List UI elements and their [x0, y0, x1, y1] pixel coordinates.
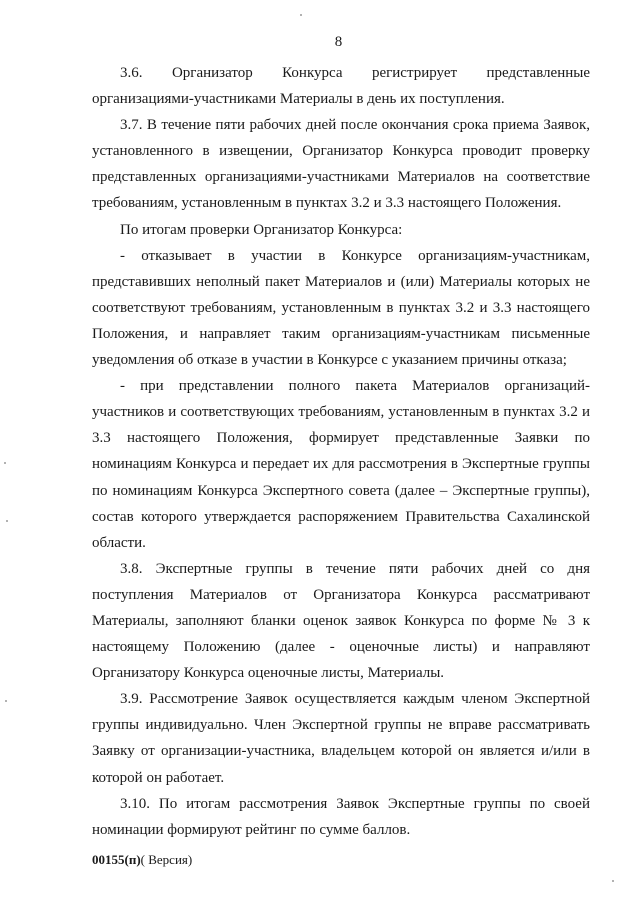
document-version: ( Версия) [140, 852, 193, 867]
scan-speck [5, 700, 7, 702]
paragraph-check-results: По итогам проверки Организатор Конкурса: [120, 221, 403, 238]
paragraph-3-6: 3.6. Организатор Конкурса регистрирует представленные организациями-участниками Материалы в день их поступления. [92, 65, 590, 108]
document-footer [92, 852, 192, 868]
scan-speck [6, 520, 8, 522]
document-code: 00155(п) [92, 852, 141, 867]
paragraph-3-8: 3.8. Экспертные группы в течение пяти рабочих дней со дня поступления Материалов от Организатора Конкурса рассматривают Материалы, заполняют бланки оценок заявок Конкурса по форме № 3 к настоящему Положению (далее - оценочные листы) и направляют Организатору Конкурса оценочные листы, Материалы. [92, 560, 590, 682]
paragraph-3-10: 3.10. По итогам рассмотрения Заявок Экспертные группы по своей номинации формируют рейтинг по сумме баллов. [92, 795, 590, 838]
scan-speck [612, 880, 614, 882]
scan-speck [4, 462, 6, 464]
document-body [92, 60, 590, 843]
list-item-full-package: - при представлении полного пакета Материалов организаций-участников и соответствующих требованиям, установленным в пунктах 3.2 и 3.3 настоящего Положения, формирует представленные Заявки по номинациям Конкурса и передает их для рассмотрения в Экспертные группы по номинациям Конкурса Экспертного совета (далее – Экспертные группы), состав которого утверждается распоряжением Правительства Сахалинской области. [92, 378, 590, 551]
paragraph-3-9: 3.9. Рассмотрение Заявок осуществляется каждым членом Экспертной группы индивидуально. Член Экспертной группы не вправе рассматривать Заявку от организации-участника, владельцем которой он является и/или в которой он работает. [92, 691, 590, 786]
scan-speck [300, 14, 302, 16]
paragraph-3-7: 3.7. В течение пяти рабочих дней после окончания срока приема Заявок, установленного в извещении, Организатор Конкурса проводит проверку представленных организациями-участниками Материалов на соответствие требованиям, установленным в пунктах 3.2 и 3.3 настоящего Положения. [92, 117, 590, 212]
page-number: 8 [334, 34, 343, 50]
list-item-refusal: - отказывает в участии в Конкурсе организациям-участникам, представивших неполный пакет Материалов и (или) Материалы которых не соответствуют требованиям, установленным в пунктах 3.2 и 3.3 настоящего Положения, и направляет таким организациям-участникам письменные уведомления об отказе в участии в Конкурсе с указанием причины отказа; [92, 247, 590, 369]
